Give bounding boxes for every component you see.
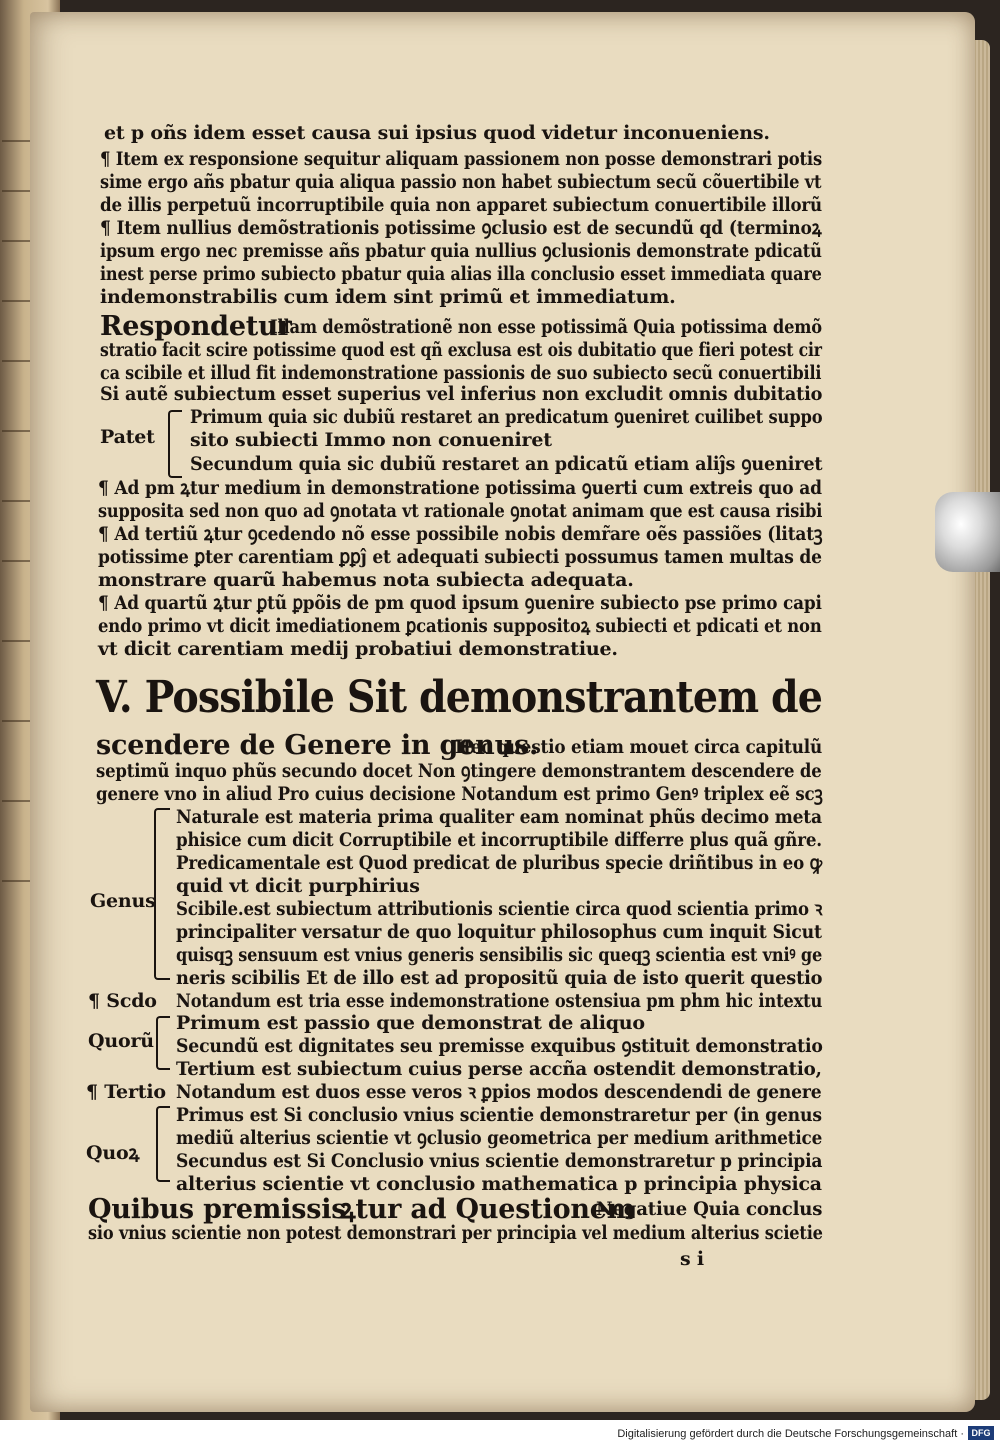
text-line: septimũ inquo phũs secundo docet Non ꝯtingere demonstrantem descendere de	[96, 760, 822, 782]
text-line: ¶ Item ex responsione sequitur aliquam passionem non posse demonstrari potis	[100, 148, 823, 170]
text-line: sio vnius scientie non potest demonstrari per principia vel medium alterius scietie	[88, 1222, 823, 1244]
text-line: Secundum quia sic dubiũ restaret an pdicatũ etiam aliĵs ꝯueniret	[190, 453, 823, 475]
text-line: indemonstrabilis cum idem sint primũ et immediatum.	[100, 286, 676, 308]
side-label-quoru: Quorũ	[88, 1030, 154, 1052]
brace	[154, 808, 170, 980]
text-line: phisice cum dicit Corruptibile et incorruptibile differre plus quã gñre.	[176, 829, 822, 851]
conclusion-lead: ꝝtur ad Questionem	[340, 1194, 636, 1225]
text-line: ¶ Ad pm ꝝtur medium in demonstratione potissima ꝯuerti cum extreis quo ad	[98, 477, 822, 499]
text-line: alterius scientie vt conclusio mathematica p principia physica	[176, 1173, 822, 1195]
text-line: Notandum est tria esse indemonstratione ostensiua pm phm hic intextu	[176, 990, 823, 1012]
text-line: principaliter versatur de quo loquitur philosophus cum inquit Sicut	[176, 921, 822, 943]
side-label-quor: Quoꝝ	[86, 1142, 140, 1164]
text-line: vt dicit carentiam medij probatiui demonstratiue.	[98, 638, 618, 660]
text-line: Primum est passio que demonstrat de aliquo	[176, 1012, 645, 1034]
conclusion-lead: Quibus premissis	[88, 1194, 347, 1225]
text-line: ipsum ergo nec premisse añs pbatur quia nullius ꝯclusionis demonstrate pdicatũ	[100, 240, 822, 262]
text-line: Notandum est duos esse veros ꝛ ꝑpios modos descendendi de genere	[176, 1081, 822, 1103]
text-line: Scibile.est subiectum attributionis scientie circa quod scientia primo ꝛ	[176, 898, 823, 920]
text-line: Hec questio etiam mouet circa capitulũ	[455, 736, 823, 758]
brace	[156, 1016, 170, 1070]
text-line: mediũ alterius scientie vt ꝯclusio geometrica per medium arithmetice	[176, 1127, 823, 1149]
text-line: quisqꝫ sensuum est vnius generis sensibilis sic queqꝫ scientia est vniꝰ ge	[176, 944, 823, 966]
text-line: ¶ Item nullius demõstrationis potissime ꝯclusio est de secundũ qd (terminoꝝ	[100, 217, 822, 239]
text-line: inest perse primo subiecto pbatur quia alias illa conclusio esset immediata quare	[100, 263, 822, 285]
question-heading-cont: scendere de Genere in genus.	[96, 730, 539, 761]
text-line: Secundus est Si Conclusio vnius scientie demonstraretur p principia	[176, 1150, 823, 1172]
text-line: sime ergo añs pbatur quia aliqua passio non habet subiectum secũ cõuertibile vt	[100, 171, 822, 193]
respondetur-heading: Respondetur	[100, 311, 292, 342]
text-line: ca scibile et illud fit indemonstratione passionis de suo subiecto secũ conuertibili	[100, 362, 822, 384]
text-line: Illam demõstrationẽ non esse potissimã Quia potissima demõ	[270, 316, 822, 338]
text-line: quid vt dicit purphirius	[176, 875, 420, 897]
text-line: potissime ꝑter carentiam ꝑꝑĵ et adequati subiecti possumus tamen multas de	[98, 546, 822, 568]
text-line: sito subiecti Immo non conueniret	[190, 429, 552, 451]
text-line: ¶ Ad tertiũ ꝝtur ꝯcedendo nõ esse possibile nobis demr̃are oẽs passiões (litatꝫ	[98, 523, 823, 545]
text-line: de illis perpetuũ incorruptibile quia non apparet subiectum conuertibile illorũ	[100, 194, 823, 216]
brace	[168, 410, 182, 478]
text-line: Si autẽ subiectum esset superius vel inferius non excludit omnis dubitatio	[100, 383, 823, 405]
text-line: ¶ Tertio	[86, 1081, 166, 1103]
text-line: Negatiue Quia conclus	[596, 1198, 823, 1220]
footer-credit: Digitalisierung gefördert durch die Deutsche Forschungsgemeinschaft ·	[617, 1428, 964, 1440]
side-label-genus: Genus	[90, 890, 156, 912]
text-line: Primum quia sic dubiũ restaret an predicatum ꝯueniret cuilibet suppo	[190, 406, 823, 428]
text-line: stratio facit scire potissime quod est qñ exclusa est ois dubitatio que fieri potest cir	[100, 339, 822, 361]
text-line: Primus est Si conclusio vnius scientie demonstraretur per (in genus	[176, 1104, 822, 1126]
side-label-patet: Patet	[100, 426, 155, 448]
question-heading: V. Possibile Sit demonstrantem de	[96, 672, 823, 723]
footer-bar	[0, 1420, 1000, 1449]
brace	[156, 1106, 170, 1182]
text-line: ¶ Scdo	[88, 990, 157, 1012]
signature-mark: s i	[680, 1248, 704, 1270]
text-line: et p oñs idem esset causa sui ipsius quod videtur inconueniens.	[104, 122, 770, 144]
text-line: neris scibilis Et de illo est ad propositũ quia de isto querit questio	[176, 967, 823, 989]
text-line: Tertium est subiectum cuius perse accña ostendit demonstratio,	[176, 1058, 822, 1080]
text-line: monstrare quarũ habemus nota subiecta adequata.	[98, 569, 634, 591]
text-line: Secundũ est dignitates seu premisse exquibus ꝯstituit demonstratio	[176, 1035, 823, 1057]
text-line: Naturale est materia prima qualiter eam nominat phũs decimo meta	[176, 806, 822, 828]
text-line: supposita sed non quo ad ꝯnotata vt rationale ꝯnotat animam que est causa risibi	[98, 500, 823, 522]
text-line: endo primo vt dicit imediationem ꝑcationis suppositoꝝ subiecti et pdicati et non	[98, 615, 822, 637]
text-line: ¶ Ad quartũ ꝝtur ꝑtũ ꝑpõis de pm quod ipsum ꝯuenire subiecto pse primo capi	[98, 592, 822, 614]
text-line: Predicamentale est Quod predicat de pluribus specie driñtibus in eo ꝙ	[176, 852, 823, 874]
dfg-logo: DFG	[968, 1426, 994, 1440]
page-clip	[935, 492, 1000, 572]
text-line: genere vno in aliud Pro cuius decisione Notandum est primo Genꝰ triplex eẽ scꝫ	[96, 783, 823, 805]
